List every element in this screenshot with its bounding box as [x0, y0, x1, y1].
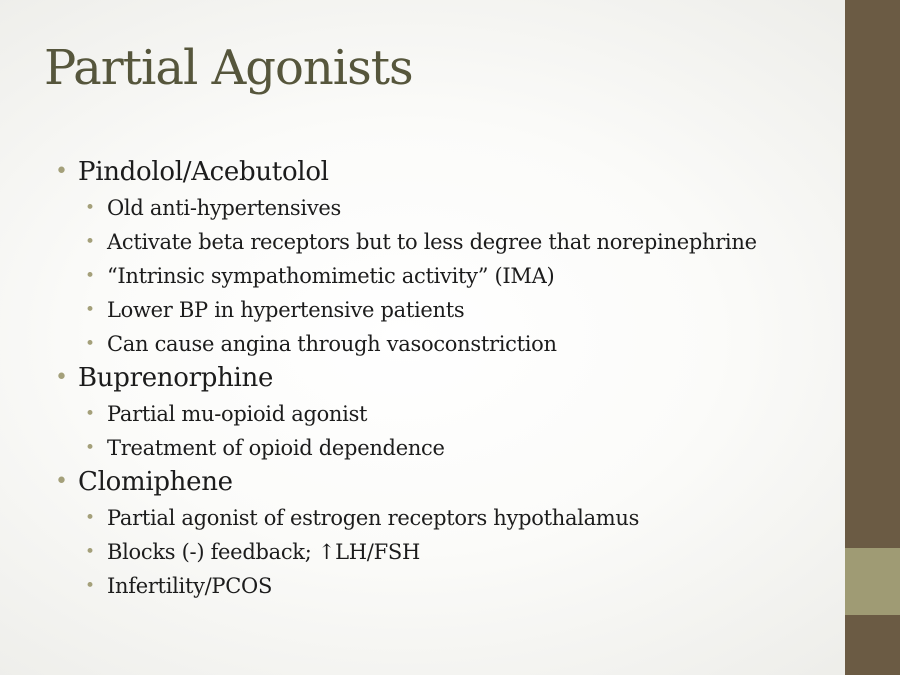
- sub-bullet-text: Partial agonist of estrogen receptors hypothalamus: [107, 506, 640, 530]
- sub-bullet-item: [78, 293, 835, 327]
- sub-bullet-text: Can cause angina through vasoconstriction: [107, 332, 557, 356]
- sub-bullet-dot-icon: •: [85, 438, 95, 458]
- bullet-item-clomiphene: [55, 465, 835, 603]
- bullet-heading: Pindolol/Acebutolol: [78, 157, 329, 187]
- sub-bullet-item: [78, 569, 835, 603]
- sub-bullet-item: [78, 259, 835, 293]
- sub-bullet-text: Partial mu-opioid agonist: [107, 402, 368, 426]
- sub-bullet-text: Blocks (-) feedback; ↑LH/FSH: [107, 540, 420, 564]
- sub-bullet-item: [78, 191, 835, 225]
- bullet-list: [55, 155, 835, 603]
- sub-bullet-dot-icon: •: [85, 542, 95, 562]
- sub-bullet-dot-icon: •: [85, 300, 95, 320]
- bullet-dot-icon: •: [55, 365, 68, 390]
- sub-bullet-text: “Intrinsic sympathomimetic activity” (IMA): [107, 264, 555, 288]
- sub-bullet-dot-icon: •: [85, 508, 95, 528]
- sub-bullet-text: Old anti-hypertensives: [107, 196, 341, 220]
- sub-bullet-item: [78, 431, 835, 465]
- bullet-item-pindolol-acebutolol: [55, 155, 835, 361]
- sub-bullet-text: Infertility/PCOS: [107, 574, 273, 598]
- sub-bullet-item: [78, 535, 835, 569]
- sub-bullet-text: Lower BP in hypertensive patients: [107, 298, 465, 322]
- bullet-heading: Buprenorphine: [78, 363, 274, 393]
- sub-bullet-dot-icon: •: [85, 404, 95, 424]
- bullet-heading: Clomiphene: [78, 467, 233, 497]
- sub-bullet-dot-icon: •: [85, 232, 95, 252]
- sub-bullet-text: Activate beta receptors but to less degree that norepinephrine: [107, 230, 757, 254]
- sub-bullet-item: [78, 225, 835, 259]
- bullet-dot-icon: •: [55, 469, 68, 494]
- side-decor-bar: [845, 0, 900, 675]
- sub-bullet-item: [78, 501, 835, 535]
- sub-bullet-list: [78, 501, 835, 603]
- sub-bullet-list: [78, 191, 835, 361]
- sub-bullet-text: Treatment of opioid dependence: [107, 436, 445, 460]
- sub-bullet-item: [78, 397, 835, 431]
- bullet-dot-icon: •: [55, 159, 68, 184]
- sub-bullet-dot-icon: •: [85, 576, 95, 596]
- bullet-item-buprenorphine: [55, 361, 835, 465]
- side-decor-accent: [845, 548, 900, 615]
- sub-bullet-dot-icon: •: [85, 266, 95, 286]
- slide-title: Partial Agonists: [44, 40, 413, 96]
- slide-content: [55, 155, 835, 603]
- sub-bullet-dot-icon: •: [85, 198, 95, 218]
- sub-bullet-dot-icon: •: [85, 334, 95, 354]
- sub-bullet-item: [78, 327, 835, 361]
- sub-bullet-list: [78, 397, 835, 465]
